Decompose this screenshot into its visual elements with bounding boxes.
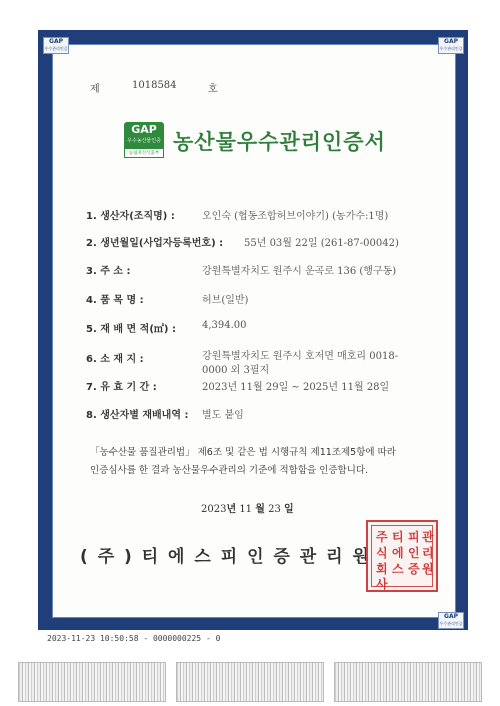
issuer-name: ( 주 ) 티 에 스 피 인 증 관 리 원 [80, 547, 371, 567]
serial-prefix: 제 [90, 84, 100, 95]
serial-number: 1018584 [132, 80, 177, 91]
certificate-title: 농산물우수관리인증서 [173, 130, 386, 154]
gap-corner-mark-bottom-right: GAP 우수관리인증 [438, 612, 464, 629]
security-pattern-right [334, 662, 482, 702]
print-timestamp: 2023-11-23 10:50:58 - 0000000225 - 0 [47, 634, 221, 643]
statement-line-2: 인증심사를 한 결과 농산물우수관리의 기준에 적합함을 인증합니다. [90, 465, 369, 476]
certificate-serial [90, 80, 218, 95]
serial-suffix: 호 [208, 84, 218, 95]
issue-date: 2023년 11 월 23 일 [201, 504, 294, 515]
statement-line-1: 「농수산물 품질관리법」 제6조 및 같은 법 시행규칙 제11조제5항에 따라 [90, 447, 396, 458]
security-pattern-middle [176, 662, 324, 702]
official-seal-stamp: 주 식 회 사 티 에 스 피 인 증 관 리 원 [366, 520, 438, 592]
security-pattern-left [18, 662, 166, 702]
gap-corner-mark-top-right: GAP 우수관리인증 [438, 37, 464, 54]
gap-corner-mark-top-left: GAP 우수관리인증 [43, 37, 69, 54]
gap-logo-icon: GAP 우수농산물인증 농림축산식품부 [124, 122, 164, 158]
